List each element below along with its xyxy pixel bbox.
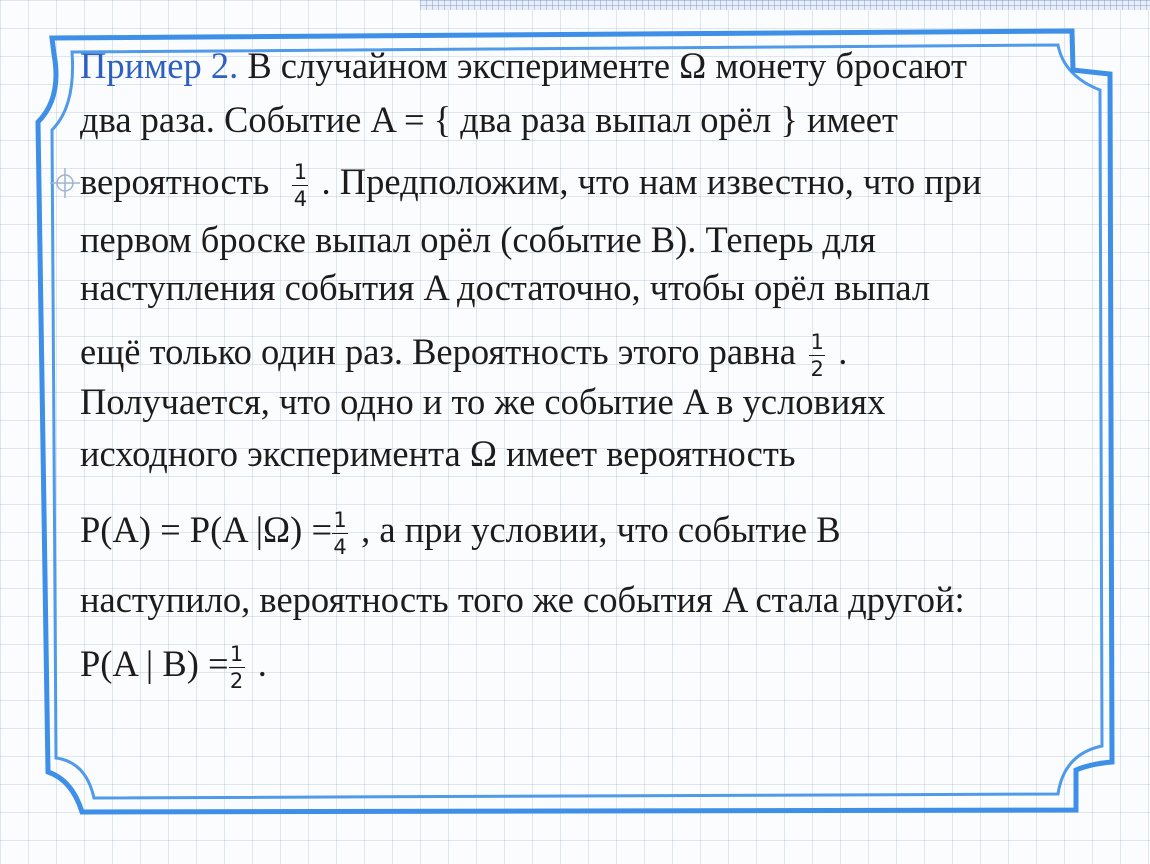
fraction-one-quarter-2 — [332, 509, 348, 558]
line-7-text: Получается, что одно и то же событие A в условиях — [80, 381, 886, 422]
text-line-5 — [80, 266, 930, 310]
fraction-denominator: 4 — [293, 187, 308, 212]
line-3-text-b: . Предположим, что нам известно, что при — [321, 161, 982, 202]
top-pattern-strip — [420, 0, 1150, 10]
fraction-bar — [229, 667, 245, 668]
fraction-one-half-2 — [229, 643, 245, 692]
text-line-10 — [80, 578, 965, 622]
fraction-denominator: 4 — [333, 535, 347, 560]
text-line-3 — [80, 160, 982, 212]
text-line-1 — [80, 44, 967, 88]
text-line-11 — [80, 642, 267, 694]
text-line-2 — [80, 98, 898, 142]
line-6-text-a: ещё только один раз. Вероятность этого равна — [80, 331, 797, 372]
fraction-denominator: 2 — [810, 357, 824, 382]
line-9-text-a: P(A) = P(A |Ω) = — [80, 509, 333, 550]
line-2-text: два раза. Событие A = { два раза выпал орёл } имеет — [80, 99, 898, 140]
fraction-bar — [809, 355, 825, 356]
fraction-bar — [292, 185, 308, 186]
fraction-one-half — [809, 331, 825, 380]
example-label: Пример 2. — [80, 45, 239, 86]
text-line-6 — [80, 330, 848, 382]
fraction-numerator: 1 — [229, 642, 244, 667]
line-10-text: наступило, вероятность того же события A стала другой: — [80, 579, 965, 620]
line-1-text: В случайном эксперименте Ω монету бросают — [247, 45, 967, 86]
line-11-text-a: P(A | B) = — [80, 643, 229, 684]
line-4-text: первом броске выпал орёл (событие B). Теперь для — [80, 219, 876, 260]
text-line-8 — [80, 432, 795, 476]
line-3-text-a: вероятность — [80, 161, 270, 202]
text-line-7 — [80, 380, 885, 424]
line-5-text: наступления события A достаточно, чтобы орёл выпал — [80, 267, 931, 308]
fraction-bar — [332, 533, 348, 534]
text-line-9 — [80, 508, 841, 560]
line-8-text: исходного эксперимента Ω имеет вероятность — [80, 433, 796, 474]
fraction-numerator: 1 — [333, 508, 347, 533]
line-6-text-b: . — [838, 331, 848, 372]
fraction-numerator: 1 — [293, 160, 308, 185]
crosshair-icon — [50, 168, 80, 198]
fraction-denominator: 2 — [229, 669, 244, 694]
line-11-text-b: . — [257, 643, 267, 684]
fraction-numerator: 1 — [810, 330, 824, 355]
fraction-one-quarter — [292, 161, 308, 210]
text-line-4 — [80, 218, 876, 262]
line-9-text-b: , а при условии, что событие B — [361, 509, 841, 550]
